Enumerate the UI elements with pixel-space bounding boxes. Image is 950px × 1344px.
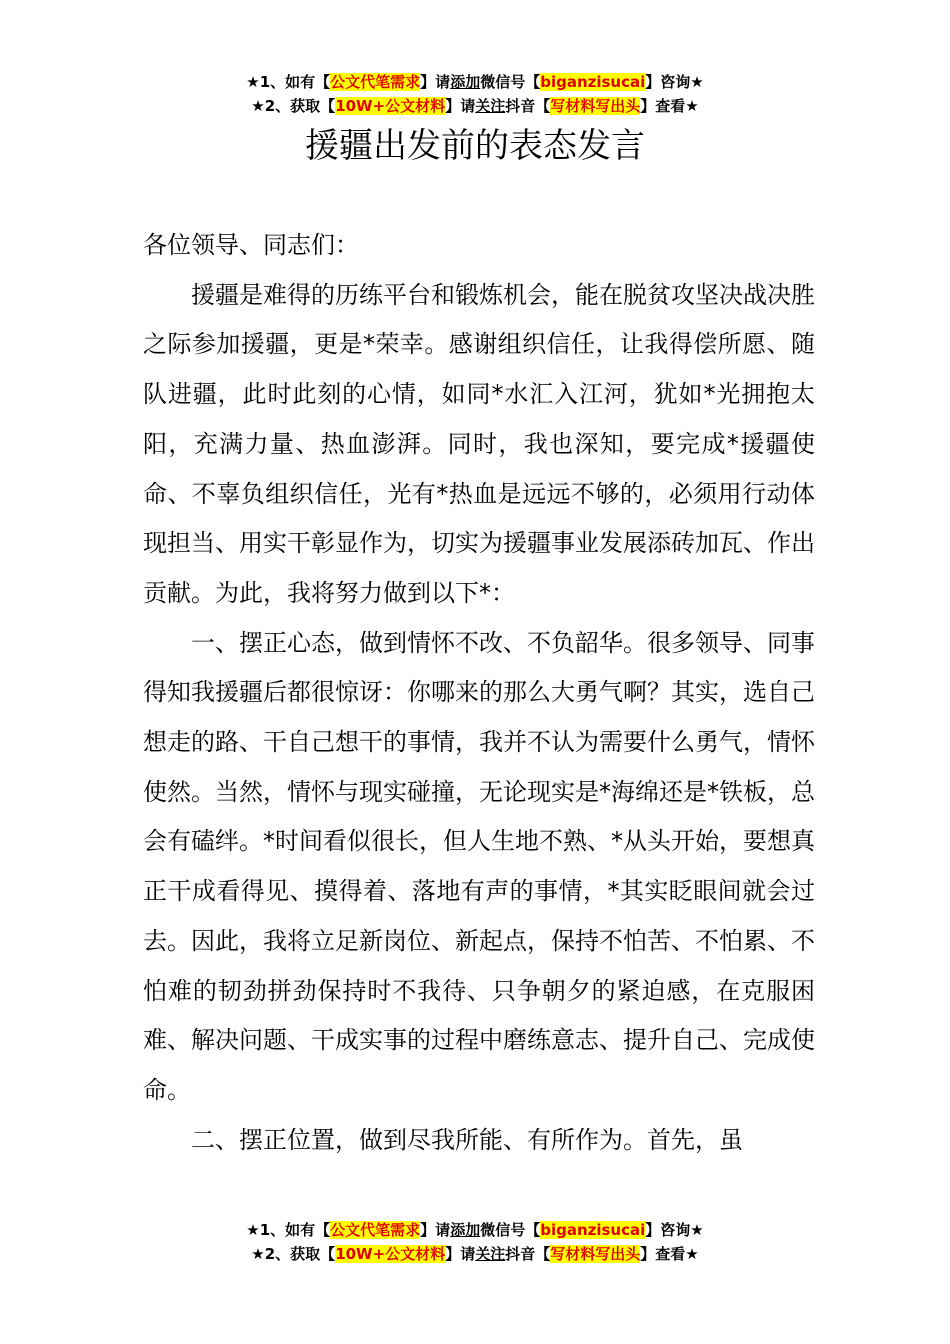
notice-text: 抖音【 [505,1245,551,1263]
notice-text: ★1、如有【 [246,73,331,91]
notice-highlight: biganzisucai [540,1221,646,1239]
notice-text: 】请 [445,1245,476,1263]
notice-underlined: 添加 [450,73,481,91]
notice-text: 】请 [420,1221,451,1239]
notice-underlined: 添加 [450,1221,481,1239]
notice-text: 微信号【 [480,73,541,91]
notice-text: ★1、如有【 [246,1221,331,1239]
header-notice-line-2 [0,94,950,118]
notice-text: 】查看★ [640,1245,699,1263]
notice-highlight: 10W+公文材料 [335,1245,446,1263]
footer-notice [0,1218,950,1266]
document-title: 援疆出发前的表态发言 [305,126,645,166]
notice-text: 】查看★ [640,97,699,115]
header-notice-line-1 [0,70,950,94]
notice-underlined: 关注 [475,1245,506,1263]
header-notice [0,70,950,118]
notice-text: 微信号【 [480,1221,541,1239]
body-paragraph-3: 二、摆正位置，做到尽我所能、有所作为。首先，虽 [191,1125,743,1154]
footer-notice-line-1 [0,1218,950,1242]
notice-text: ★2、获取【 [251,1245,336,1263]
body-paragraph-2: 一、摆正心态，做到情怀不改、不负韶华。很多领导、同事得知我援疆后都很惊讶：你哪来的那么大勇气啊？其实，选自己想走的路、干自己想干的事情，我并不认为需要什么勇气，情怀使然。当然，情怀与现实碰撞，无论现实是*海绵还是*铁板，总会有磕绊。*时间看似很长，但人生地不熟、*从头开始，要想真正干成看得见、摸得着、落地有声的事情，*其实眨眼间就会过去。因此，我将立足新岗位、新起点，保持不怕苦、不怕累、不怕难的韧劲拼劲保持时不我待、只争朝夕的紧迫感，在克服困难、解决问题、干成实事的过程中磨练意志、提升自己、完成使命。 [143,628,815,1104]
notice-text: 】请 [445,97,476,115]
notice-highlight: 公文代笔需求 [330,1221,421,1239]
document-body [143,221,815,1165]
salutation: 各位领导、同志们： [143,231,359,259]
body-paragraph-1: 援疆是难得的历练平台和锻炼机会，能在脱贫攻坚决战决胜之际参加援疆，更是*荣幸。感谢组织信任，让我得偿所愿、随队进疆，此时此刻的心情，如同*水汇入江河，犹如*光拥抱太阳，充满力量、热血澎湃。同时，我也深知，要完成*援疆使命、不辜负组织信任，光有*热血是远远不够的，必须用行动体现担当、用实干彰显作为，切实为援疆事业发展添砖加瓦、作出贡献。为此，我将努力做到以下*： [143,280,815,607]
notice-text: 】咨询★ [645,73,704,91]
notice-text: ★2、获取【 [251,97,336,115]
notice-highlight: 写材料写出头 [550,97,641,115]
notice-highlight: 写材料写出头 [550,1245,641,1263]
notice-text: 抖音【 [505,97,551,115]
footer-notice-line-2 [0,1242,950,1266]
notice-underlined: 关注 [475,97,506,115]
notice-highlight: 10W+公文材料 [335,97,446,115]
notice-highlight: biganzisucai [540,73,646,91]
notice-text: 】请 [420,73,451,91]
notice-highlight: 公文代笔需求 [330,73,421,91]
notice-text: 】咨询★ [645,1221,704,1239]
